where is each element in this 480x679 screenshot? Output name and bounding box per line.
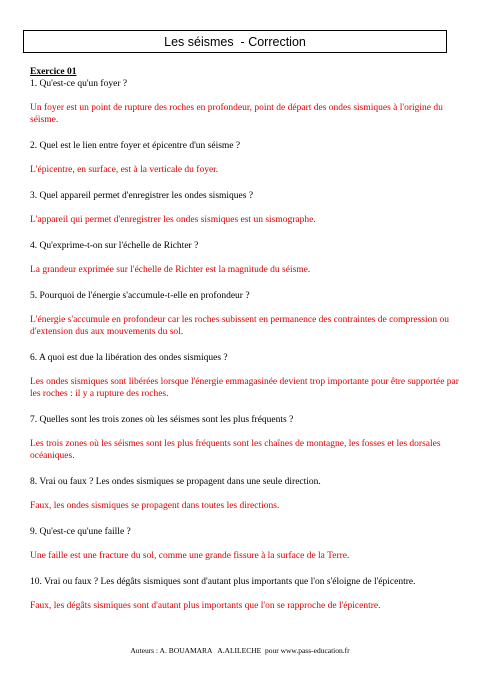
answer-1: Un foyer est un point de rupture des roches en profondeur, point de départ des ondes sismiques à l'origine du séisme. — [30, 103, 443, 125]
exercise-section — [30, 67, 460, 626]
qa-item-9 — [30, 526, 460, 562]
question-6: 6. A quoi est due la libération des ondes sismiques ? — [30, 353, 228, 363]
qa-item-3 — [30, 190, 460, 226]
answer-5: L'énergie s'accumule en profondeur car les roches subissent en permanence des contraintes de compression ou d'extension dus aux mouvements du sol. — [30, 315, 449, 337]
answer-6: Les ondes sismiques sont libérées lorsque l'énergie emmagasinée devient trop importante pour être supportée par les roches : il y a rupture des roches. — [30, 377, 459, 399]
answer-2: L'épicentre, en surface, est à la verticale du foyer. — [30, 165, 219, 175]
question-8: 8. Vrai ou faux ? Les ondes sismiques se propagent dans une seule direction. — [30, 477, 321, 487]
question-2: 2. Quel est le lien entre foyer et épicentre d'un séisme ? — [30, 141, 241, 151]
qa-item-1 — [30, 78, 460, 126]
answer-7: Les trois zones où les séismes sont les plus fréquents sont les chaînes de montagne, les fosses et les dorsales océaniques. — [30, 439, 441, 461]
answer-3: L'appareil qui permet d'enregistrer les ondes sismiques est un sismographe. — [30, 215, 316, 225]
answer-4: La grandeur exprimée sur l'échelle de Richter est la magnitude du séisme. — [30, 265, 311, 275]
qa-item-8 — [30, 476, 460, 512]
question-3: 3. Quel appareil permet d'enregistrer les ondes sismiques ? — [30, 191, 254, 201]
answer-8: Faux, les ondes sismiques se propagent dans toutes les directions. — [30, 501, 280, 511]
answer-10: Faux, les dégâts sismiques sont d'autant plus importants que l'on se rapproche de l'épicentre. — [30, 601, 381, 611]
qa-item-5 — [30, 290, 460, 338]
qa-item-2 — [30, 140, 460, 176]
qa-item-4 — [30, 240, 460, 276]
question-7: 7. Quelles sont les trois zones où les séismes sont les plus fréquents ? — [30, 415, 294, 425]
qa-item-7 — [30, 414, 460, 462]
qa-item-6 — [30, 352, 460, 400]
question-10: 10. Vrai ou faux ? Les dégâts sismiques sont d'autant plus importants que l'on s'éloigne de l'épicentre. — [30, 577, 416, 587]
exercise-heading: Exercice 01 — [30, 67, 77, 77]
qa-item-10 — [30, 576, 460, 612]
footer-credits: Auteurs : A. BOUAMARA A.ALILECHE pour www.pass-education.fr — [130, 646, 350, 655]
question-1: 1. Qu'est-ce qu'un foyer ? — [30, 79, 128, 89]
question-9: 9. Qu'est-ce qu'une faille ? — [30, 527, 131, 537]
page-title: Les séismes - Correction — [23, 30, 447, 53]
answer-9: Une faille est une fracture du sol, comme une grande fissure à la surface de la Terre. — [30, 551, 350, 561]
question-5: 5. Pourquoi de l'énergie s'accumule-t-elle en profondeur ? — [30, 291, 250, 301]
question-4: 4. Qu'exprime-t-on sur l'échelle de Richter ? — [30, 241, 199, 251]
